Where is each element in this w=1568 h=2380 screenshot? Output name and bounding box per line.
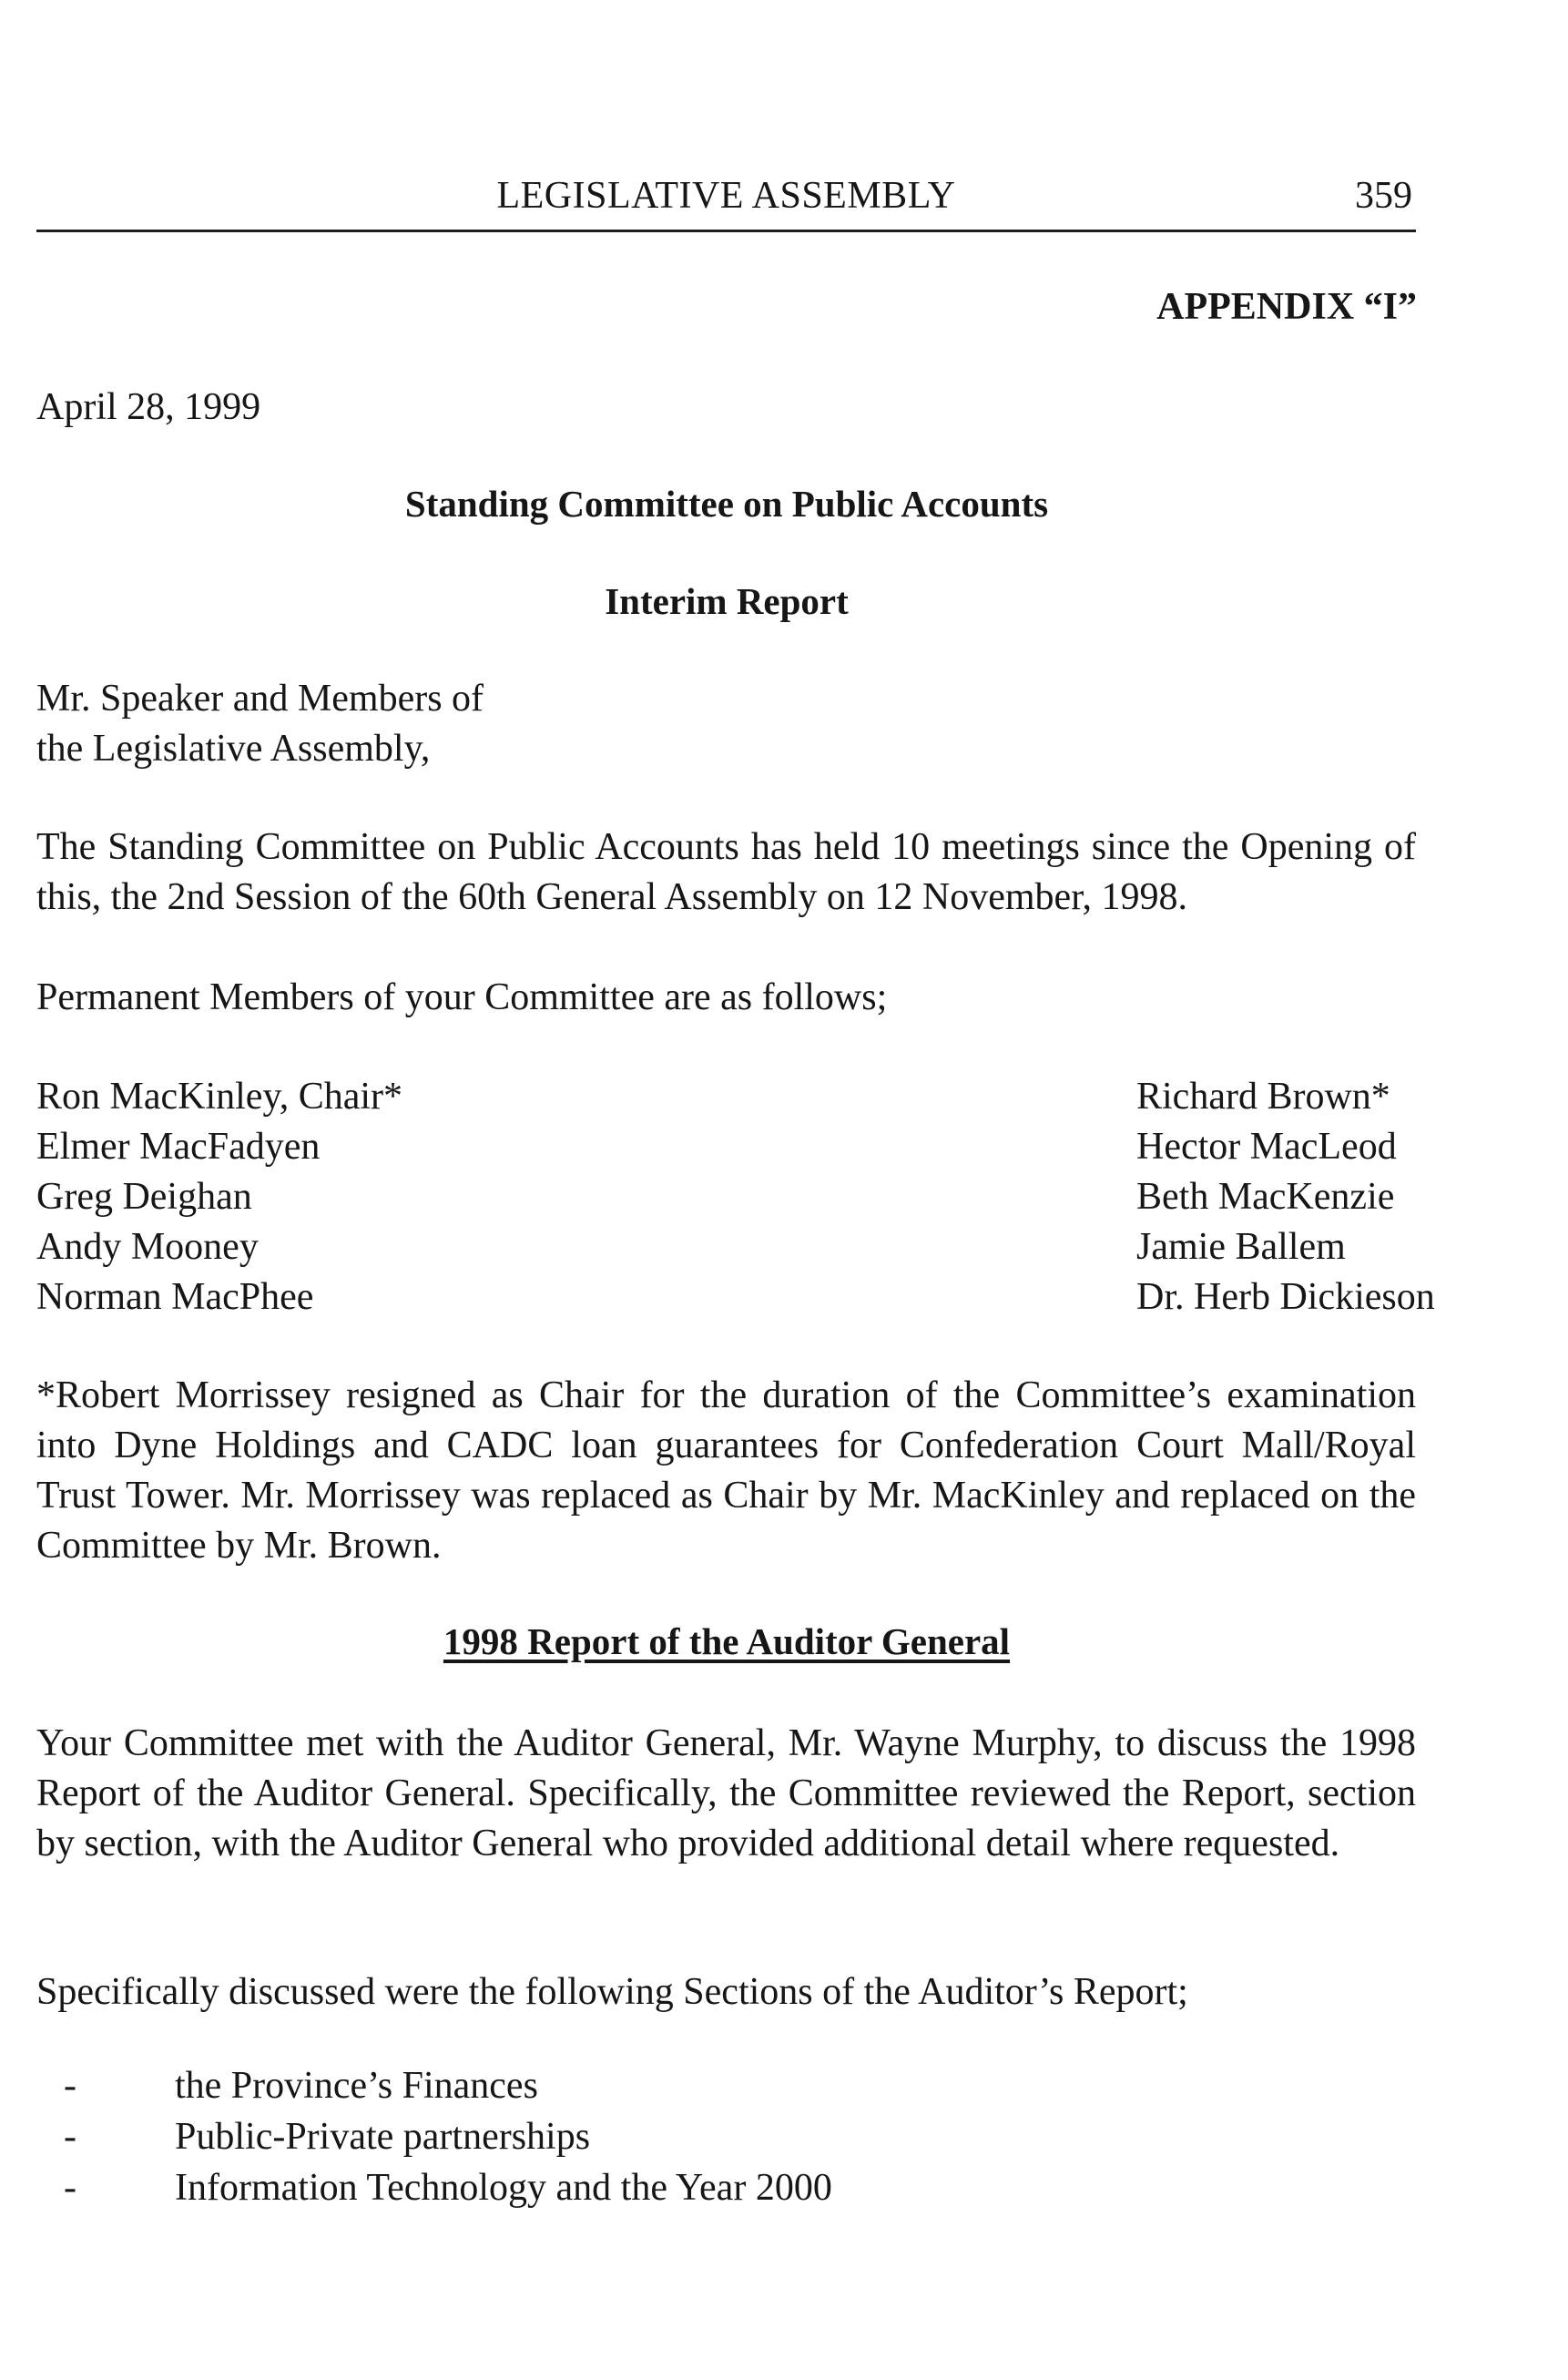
appendix-label: APPENDIX “I” [1156,286,1417,328]
member-name: Dr. Herb Dickieson [1136,1276,1435,1318]
member-name: Richard Brown* [1136,1076,1390,1118]
member-name: Greg Deighan [36,1176,252,1218]
report-title: Interim Report [605,580,849,622]
report-date: April 28, 1999 [36,386,261,428]
sections-list [64,2060,832,2213]
list-item [64,2060,832,2111]
running-title: LEGISLATIVE ASSEMBLY [496,175,956,217]
member-name: Norman MacPhee [36,1276,314,1318]
salutation-line-2: the Legislative Assembly, [36,728,431,770]
dash-bullet: - [64,2116,76,2158]
chair-footnote: *Robert Morrissey resigned as Chair for the duration of the Committee’s examination into Dyne Holdings and CADC loan guarantees for Confederation Court Mall/Royal Trust Tower. Mr. Morrissey was replaced as Chair by Mr. MacKinley and replaced on the Committee by Mr. Brown. [36,1374,1416,1567]
member-name: Hector MacLeod [1136,1126,1397,1168]
member-name: Andy Mooney [36,1226,259,1268]
page-number: 359 [1355,175,1412,217]
list-item-text: Information Technology and the Year 2000 [175,2167,832,2209]
list-item [64,2111,832,2162]
dash-bullet: - [64,2167,76,2209]
sections-intro: Specifically discussed were the following Sections of the Auditor’s Report; [36,1971,1188,2013]
intro-paragraph: The Standing Committee on Public Accounts has held 10 meetings since the Opening of this, the 2nd Session of the 60th General Assembly on 12 November, 1998. [36,826,1416,918]
auditor-paragraph: Your Committee met with the Auditor General, Mr. Wayne Murphy, to discuss the 1998 Report of the Auditor General. Specifically, the Committee reviewed the Report, section by section, with the Auditor General who provided additional detail where requested. [36,1722,1416,1864]
section-heading: 1998 Report of the Auditor General [443,1620,1011,1662]
members-intro: Permanent Members of your Committee are as follows; [36,976,888,1018]
list-item-text: Public-Private partnerships [175,2116,591,2158]
salutation-line-1: Mr. Speaker and Members of [36,678,484,720]
member-name: Beth MacKenzie [1136,1176,1395,1218]
running-header [36,173,1416,232]
committee-title: Standing Committee on Public Accounts [404,483,1049,525]
list-item-text: the Province’s Finances [175,2065,538,2107]
members-list-left [36,1072,402,1323]
list-item [64,2162,832,2213]
member-name: Jamie Ballem [1136,1226,1346,1268]
member-name: Elmer MacFadyen [36,1126,321,1168]
salutation [36,674,484,774]
member-name: Ron MacKinley, Chair* [36,1076,403,1118]
dash-bullet: - [64,2065,76,2107]
members-list-right [1136,1072,1435,1323]
